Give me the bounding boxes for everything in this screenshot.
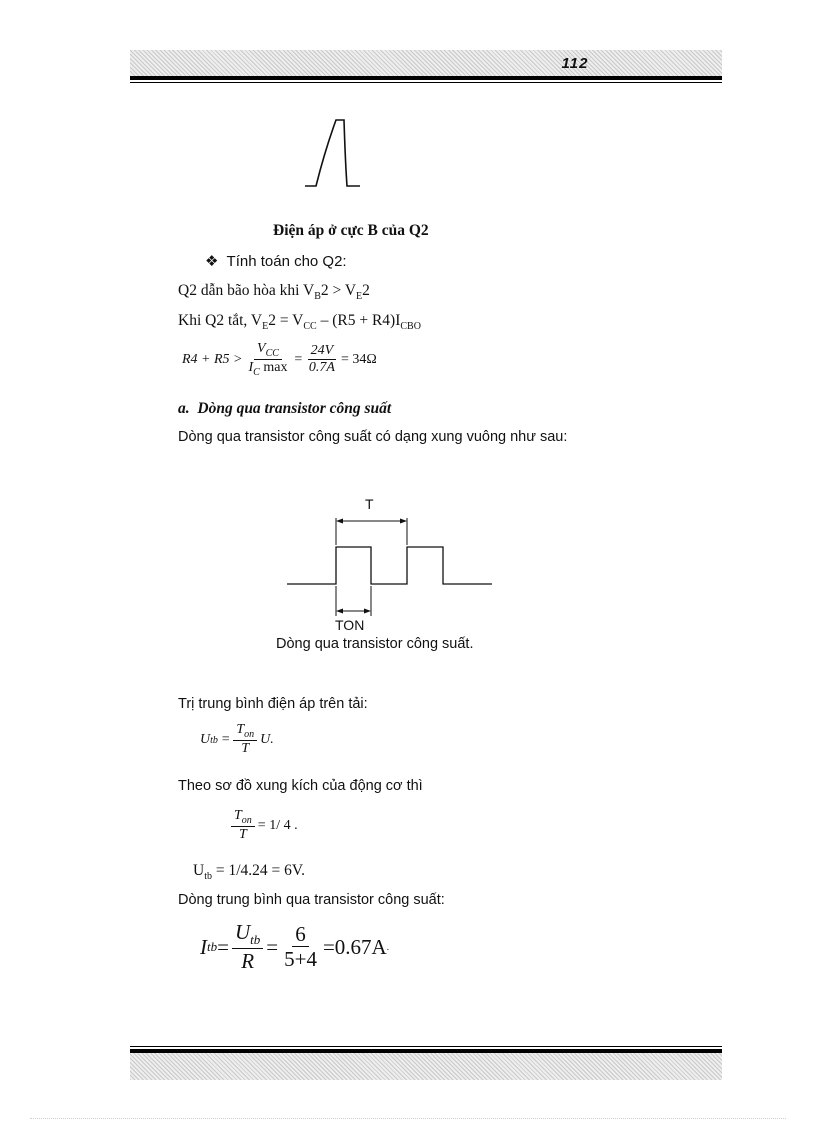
duty-intro: Theo sơ đồ xung kích của động cơ thì: [178, 778, 423, 794]
header-band: [130, 50, 722, 76]
utb-formula: U tb = $\frac{T_{on}}{T}$ U.: [200, 722, 274, 757]
duty-formula: $\frac{T_{on}}{T}$ = 1/ 4 .: [228, 808, 298, 844]
bullet-line: [205, 252, 347, 270]
header-rule-thin: [130, 82, 722, 83]
fraction-vcc-icmax: $\frac{V_{CC}}{I_C \max}$: [248, 341, 288, 379]
resistance-equation: R4 + R5 > $\frac{V_{CC}}{I_C \max}$ = $\frac{24V}{0.7A}$ = 34Ω: [182, 341, 377, 379]
bottom-dotted-line: [30, 1118, 786, 1119]
section-heading: a. Dòng qua transistor công suất: [178, 400, 392, 417]
bullet-text: Tính toán cho Q2:: [226, 253, 347, 270]
section-intro: Dòng qua transistor công suất có dạng xung vuông như sau:: [178, 429, 568, 445]
avg-current-intro: Dòng trung bình qua transistor công suất:: [178, 892, 445, 908]
fraction-ton-t-duty: $\frac{T_{on}}{T}$: [231, 808, 255, 844]
footer-rule-thin: [130, 1046, 722, 1047]
utb-value: $U_{tb} = 1/4.24 = 6V$.: [193, 862, 305, 883]
avg-voltage-intro: Trị trung bình điện áp trên tải:: [178, 696, 368, 712]
page-number: 112: [561, 55, 589, 72]
bullet-diamond-icon: ❖: [205, 253, 219, 270]
q2-off-equation: Khi Q2 tắt, $V_E2 = V_{CC} - (R5 + R4)I_{CBO}$: [178, 312, 421, 333]
figure-caption-base-voltage: Điện áp ở cực B của Q2: [273, 222, 429, 239]
fraction-24v-07a: $\frac{24V}{0.7A}$: [308, 343, 335, 376]
period-label: T: [365, 496, 374, 512]
header-rule: [130, 76, 722, 80]
pulse-diagram-caption: Dòng qua transistor công suất.: [276, 636, 474, 652]
fraction-utb-r: $\frac{U_{tb}}{R}$: [232, 920, 263, 974]
base-voltage-waveform: [300, 112, 370, 194]
fraction-6-over-9: $\frac{6}{5+4}$: [284, 921, 317, 972]
footer-band: [130, 1053, 722, 1080]
fraction-ton-t: $\frac{T_{on}}{T}$: [233, 722, 257, 758]
ton-label: TON: [335, 617, 365, 633]
itb-formula: I tb = $\frac{U_{tb}}{R}$ = $\frac{6}{5+4}$ =0.67A .: [200, 920, 389, 974]
q2-condition: Q2 dẫn bão hòa khi $V_B2 > V_E2$: [178, 282, 370, 303]
pulse-waveform-diagram: [280, 490, 500, 640]
